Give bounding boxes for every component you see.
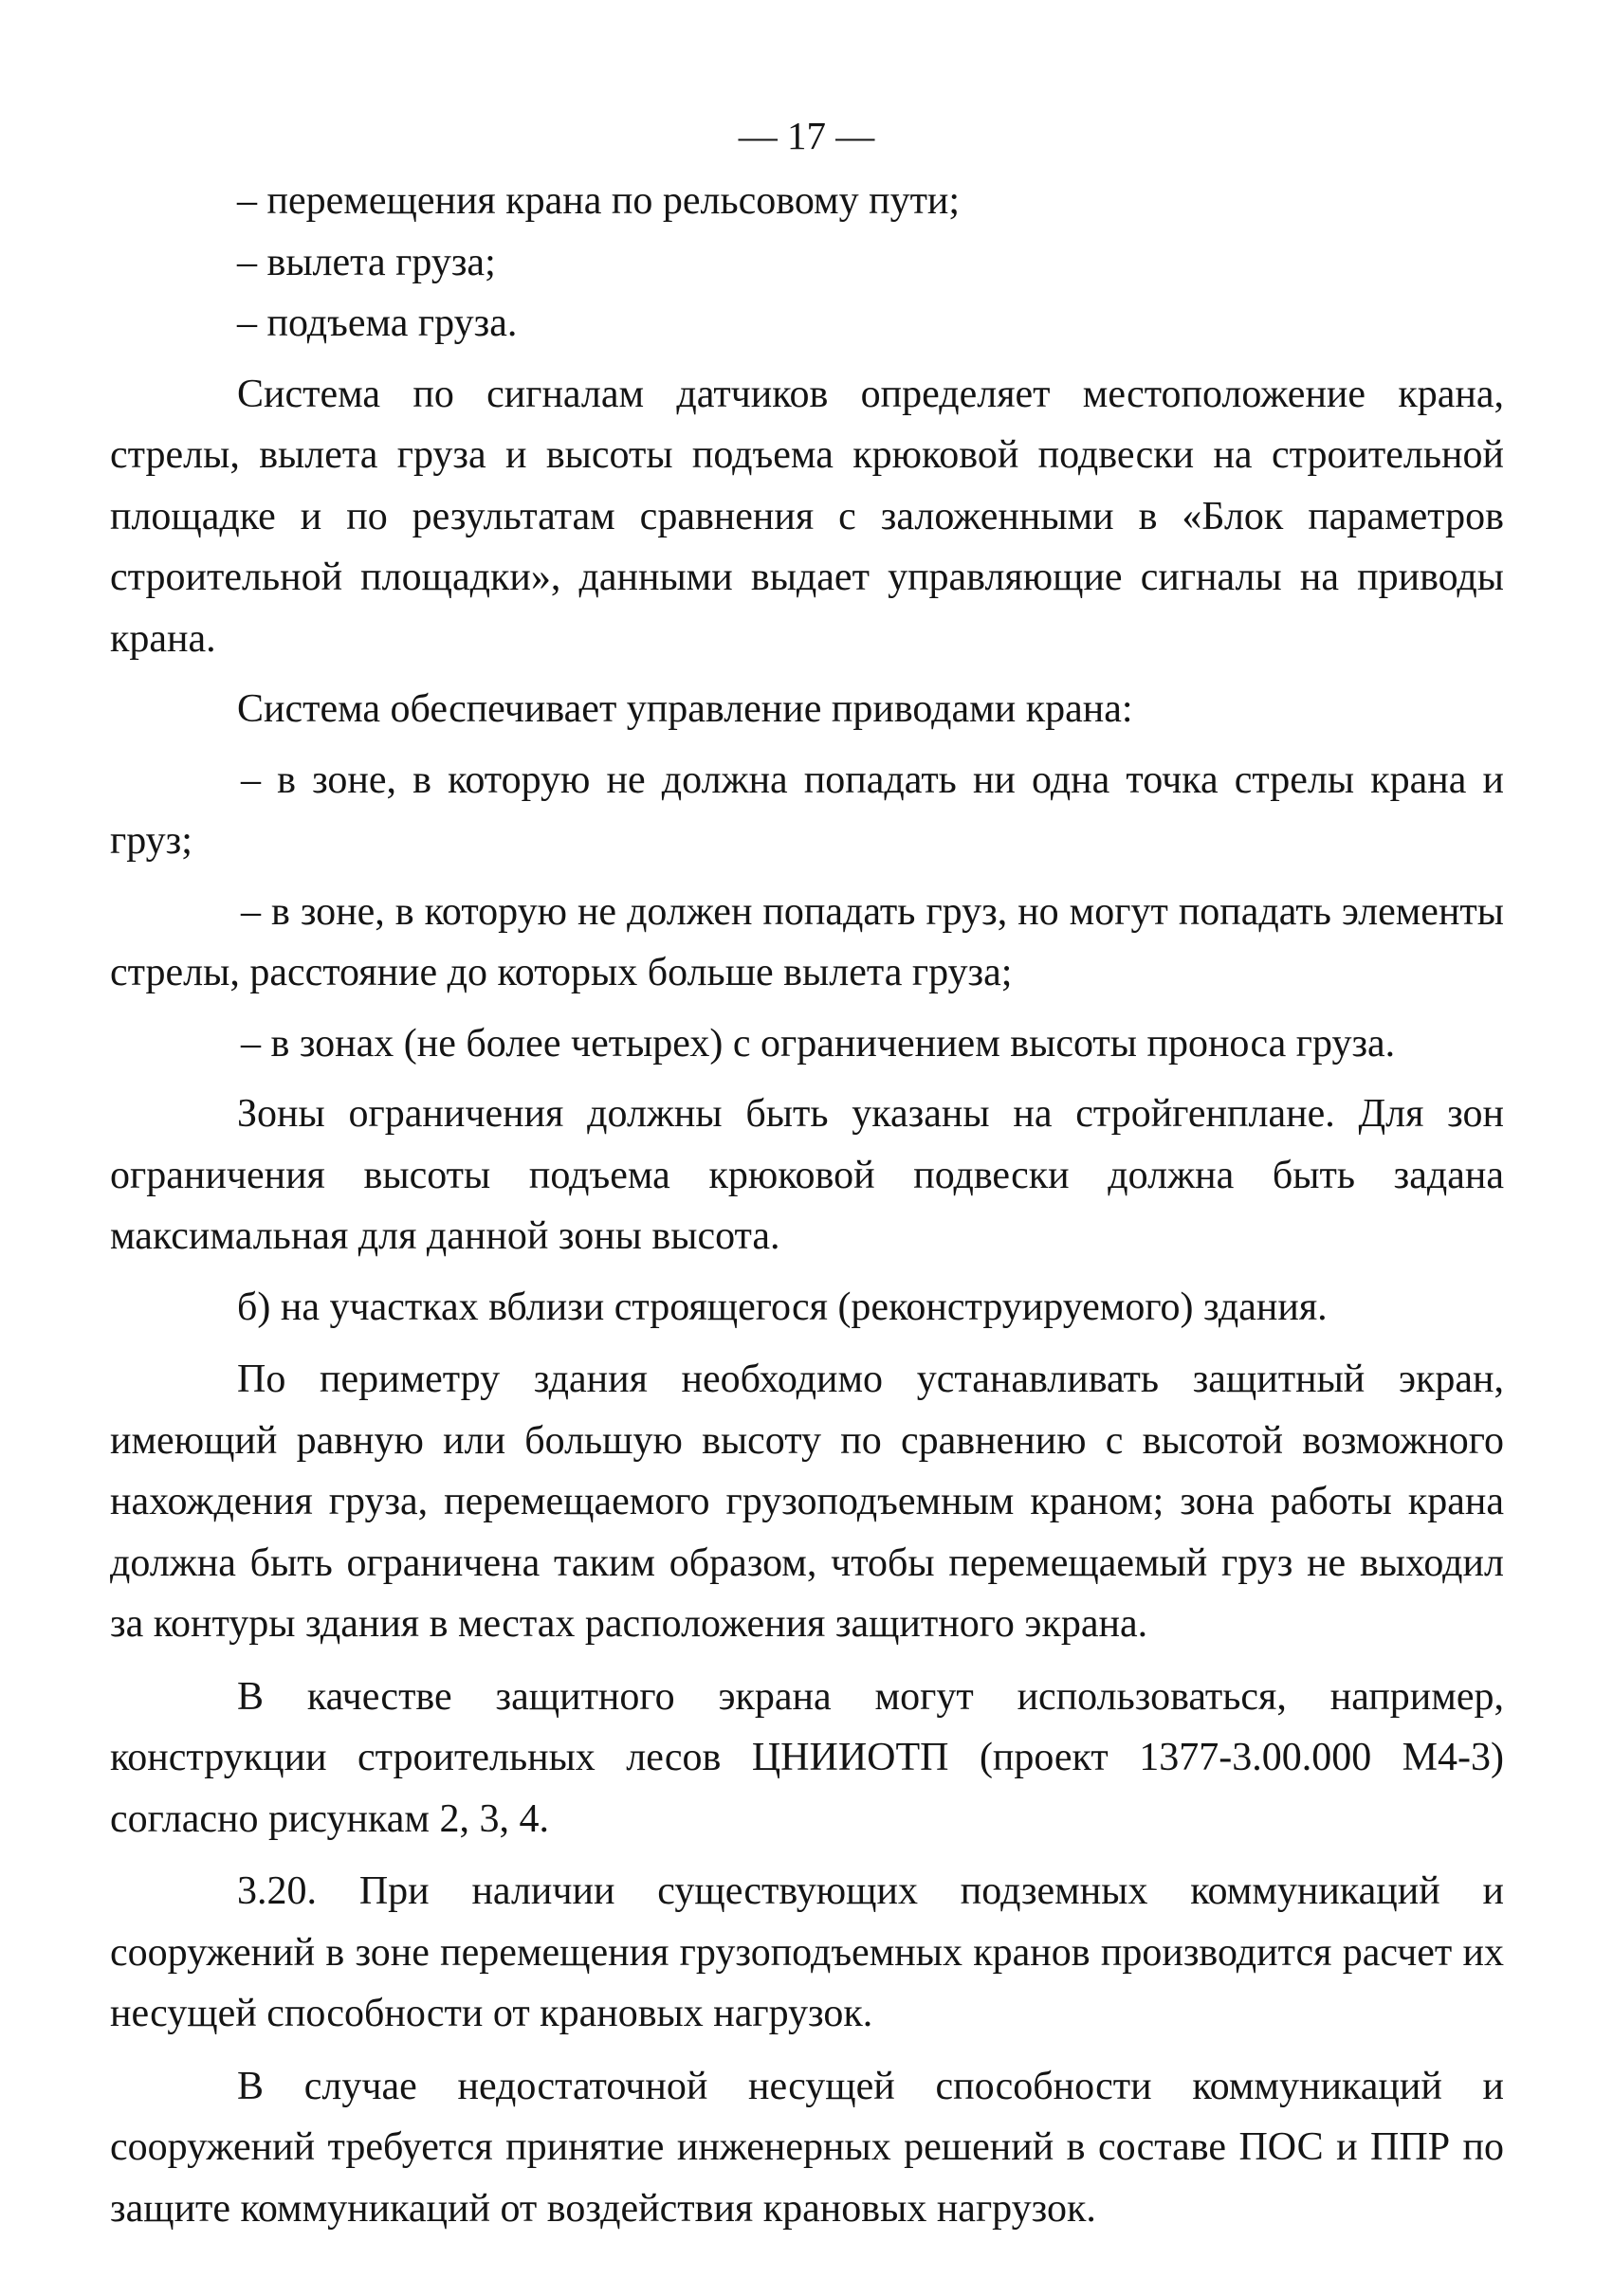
paragraph-restriction-zones: Зоны ограничения должны быть указаны на стройгенплане. Для зон ограничения высоты подъема крюковой подвески должна быть задана максимальная для данной зоны высота. — [110, 1092, 1504, 1258]
list-item-crane-travel: – перемещения крана по рельсовому пути; — [237, 179, 961, 223]
paragraph-engineering-solutions: В случае недостаточной несущей способности коммуникаций и сооружений требуется принятие инженерных решений в составе ПОС и ППР по защите коммуникаций от воздействия крановых нагрузок. — [110, 2064, 1504, 2231]
list-item-zone-no-load: – в зоне, в которую не должен попадать груз, но могут попадать элементы стрелы, расстояние до которых больше вылета груза; — [110, 889, 1504, 994]
list-item-zone-height-limit: – в зонах (не более четырех) с ограничением высоты проноса груза. — [241, 1021, 1396, 1066]
paragraph-system-control: Система обеспечивает управление приводами крана: — [237, 687, 1133, 731]
list-item-load-lift: – подъема груза. — [237, 301, 518, 345]
page-number: — 17 — — [738, 114, 875, 157]
paragraph-scaffolding: В качестве защитного экрана могут использоваться, например, конструкции строительных лесов ЦНИИОТП (проект 1377-3.00.000 М4-3) согласно рисункам 2, 3, 4. — [110, 1674, 1504, 1841]
paragraph-protective-screen: По периметру здания необходимо устанавливать защитный экран, имеющий равную или большую высоту по сравнению с высотой возможного нахождения груза, перемещаемого грузоподъемным краном; зона работы крана должна быть ограничена таким образом, чтобы перемещаемый груз не выходил за контуры здания в местах расположения защитного экрана. — [110, 1358, 1504, 1646]
paragraph-section-3-20: 3.20. При наличии существующих подземных коммуникаций и сооружений в зоне перемещения грузоподъемных кранов производится расчет их несущей способности от крановых нагрузок. — [110, 1869, 1504, 2035]
paragraph-near-building: б) на участках вблизи строящегося (реконструируемого) здания. — [237, 1285, 1328, 1329]
paragraph-system-sensors: Система по сигналам датчиков определяет местоположение крана, стрелы, вылета груза и высоты подъема крюковой подвески на строительной площадке и по результатам сравнения с заложенными в «Блок параметров строительной площадки», данными выдает управляющие сигналы на приводы крана. — [110, 372, 1504, 661]
document-body — [110, 171, 1504, 2239]
list-item-load-reach: – вылета груза; — [237, 240, 496, 284]
list-item-zone-no-boom: – в зоне, в которую не должна попадать ни одна точка стрелы крана и груз; — [110, 757, 1504, 863]
